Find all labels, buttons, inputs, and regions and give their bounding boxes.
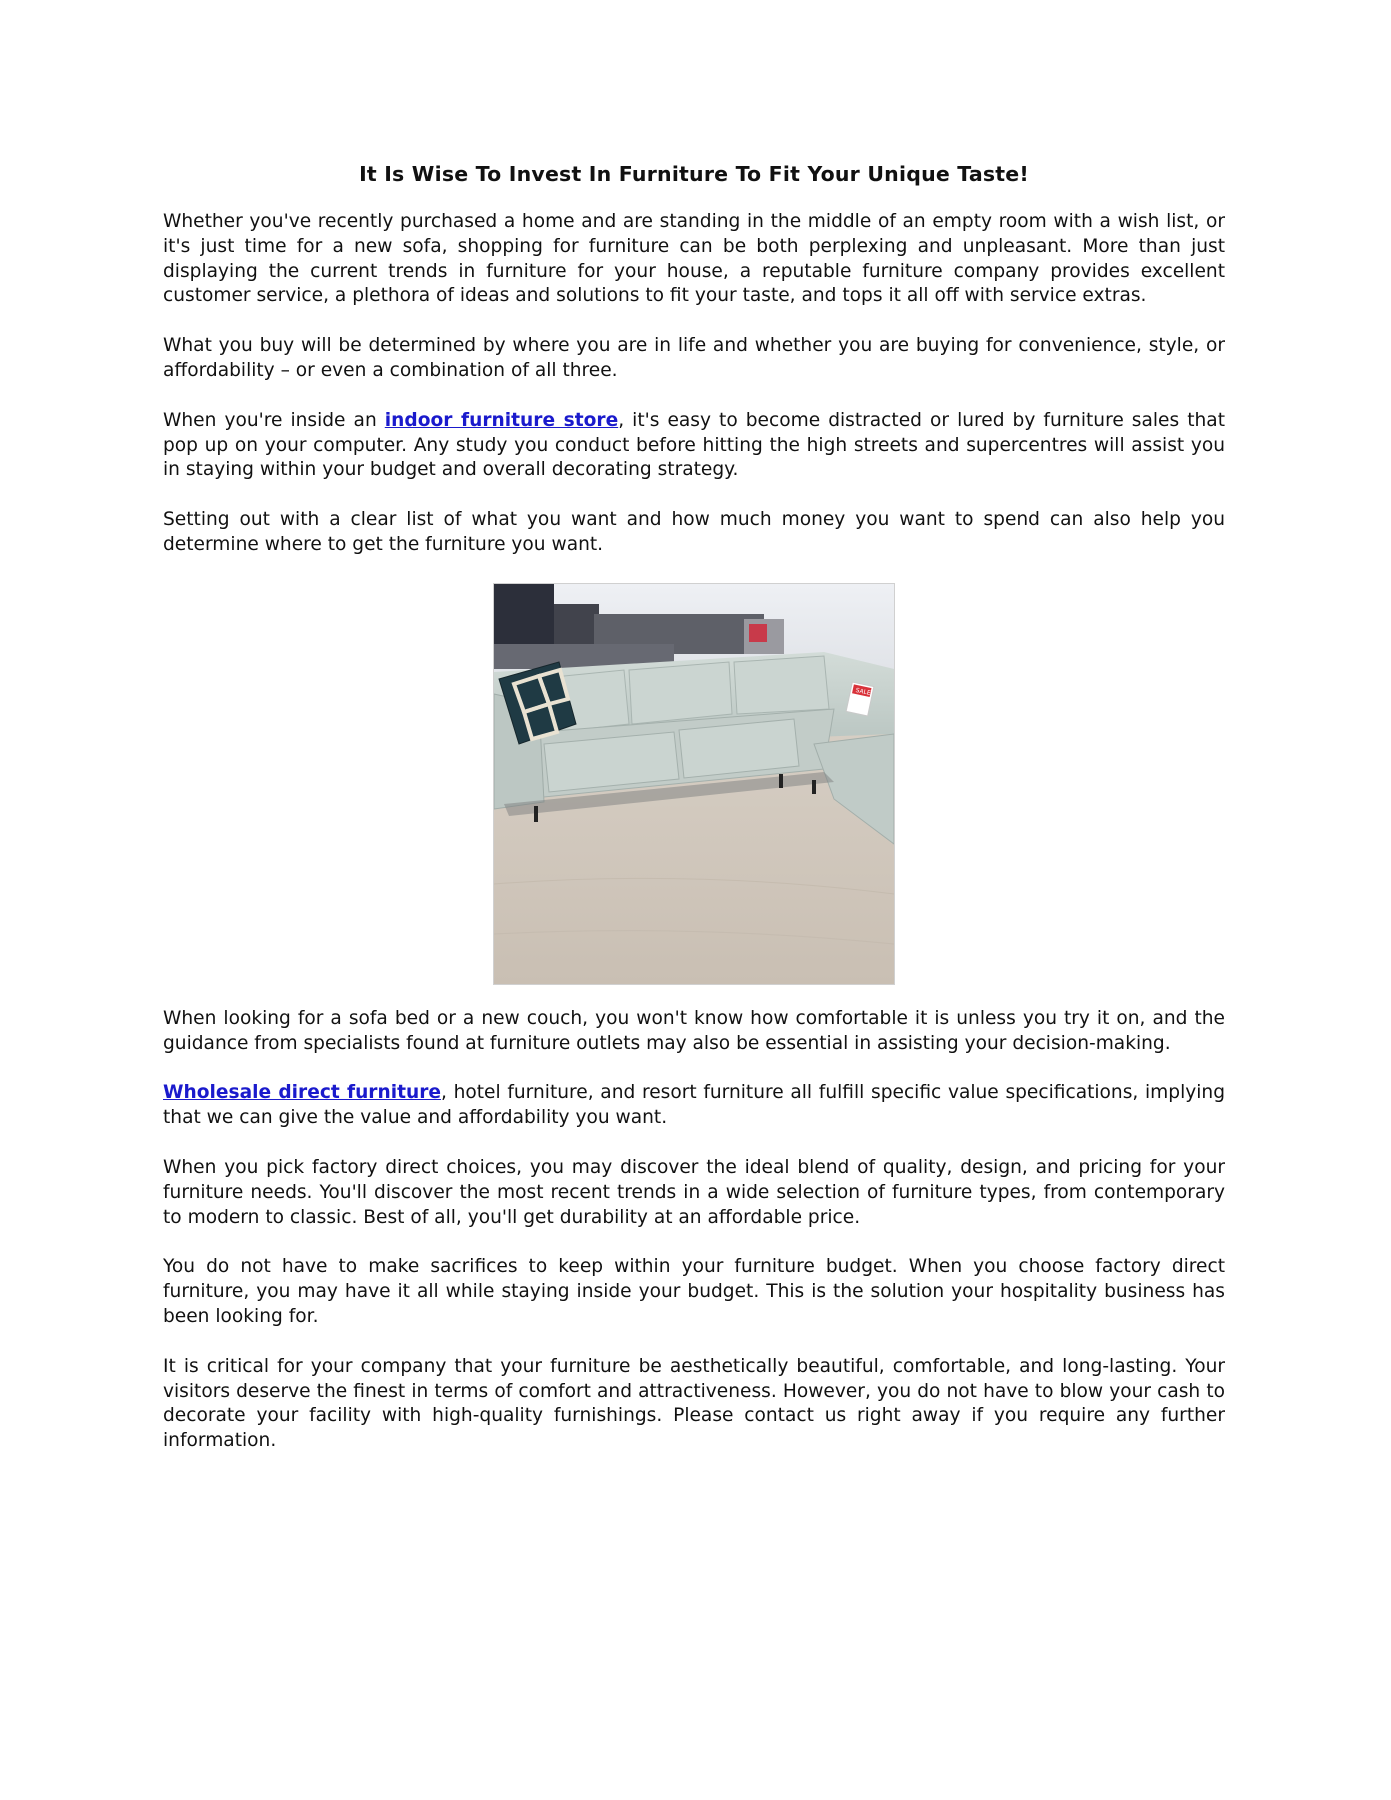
wholesale-direct-furniture-link[interactable]: Wholesale direct furniture [163, 1082, 441, 1104]
paragraph-buying-factors: What you buy will be determined by where you are in life and whether you are buying for convenience, style, or affordability – or even a combination of all three. [163, 335, 1225, 381]
sale-tag-text: SALE [854, 686, 872, 697]
paragraph-indoor-store [163, 409, 1225, 483]
document-title: It Is Wise To Invest In Furniture To Fit Your Unique Taste! [359, 162, 1029, 186]
paragraph-sofa-bed: When looking for a sofa bed or a new couch, you won't know how comfortable it is unless you try it on, and the guidance from specialists found at furniture outlets may also be essential in assisting your decision-making. [163, 1007, 1225, 1054]
paragraph-text: When you're inside an [163, 409, 385, 431]
paragraph-clear-list: Setting out with a clear list of what you want and how much money you want to spend can also help you determine where to get the furniture you want. [163, 509, 1225, 555]
sofa-photo [493, 583, 895, 985]
indoor-furniture-store-link[interactable]: indoor furniture store [384, 409, 619, 431]
paragraph-text: , hotel furniture, and resort furniture all fulfill specific value specifications, implying that we can give the value and affordability you want. [163, 1082, 1225, 1129]
paragraph-intro: Whether you've recently purchased a home and are standing in the middle of an empty room with a wish list, or it's just time for a new sofa, shopping for furniture can be both perplexing and unpleasant. More than just displaying the current trends in furniture for your house, a reputable furniture company provides excellent customer service, a plethora of ideas and solutions to fit your taste, and tops it all off with service extras. [163, 211, 1225, 307]
paragraph-budget: You do not have to make sacrifices to keep within your furniture budget. When you choose factory direct furniture, you may have it all while staying inside your budget. This is the solution your hospitality business has been looking for. [163, 1256, 1225, 1327]
paragraph-text: , it's easy to become distracted or lured by furniture sales that pop up on your computer. Any study you conduct before hitting the high streets and supercentres will assist you in staying within your budget and overall decorating strategy. [163, 409, 1225, 481]
figure-container [163, 583, 1225, 985]
document-page [163, 160, 1225, 1479]
paragraph-factory-direct: When you pick factory direct choices, you may discover the ideal blend of quality, design, and pricing for your furniture needs. You'll discover the most recent trends in a wide selection of furniture types, from contemporary to modern to classic. Best of all, you'll get durability at an affordable price. [163, 1156, 1225, 1228]
paragraph-conclusion: It is critical for your company that your furniture be aesthetically beautiful, comfortable, and long-lasting. Your visitors deserve the finest in terms of comfort and attractiveness. However, you do not have to blow your cash to decorate your facility with high-quality furnishings. Please contact us right away if you require any further information. [163, 1355, 1225, 1452]
paragraph-wholesale [163, 1081, 1225, 1131]
